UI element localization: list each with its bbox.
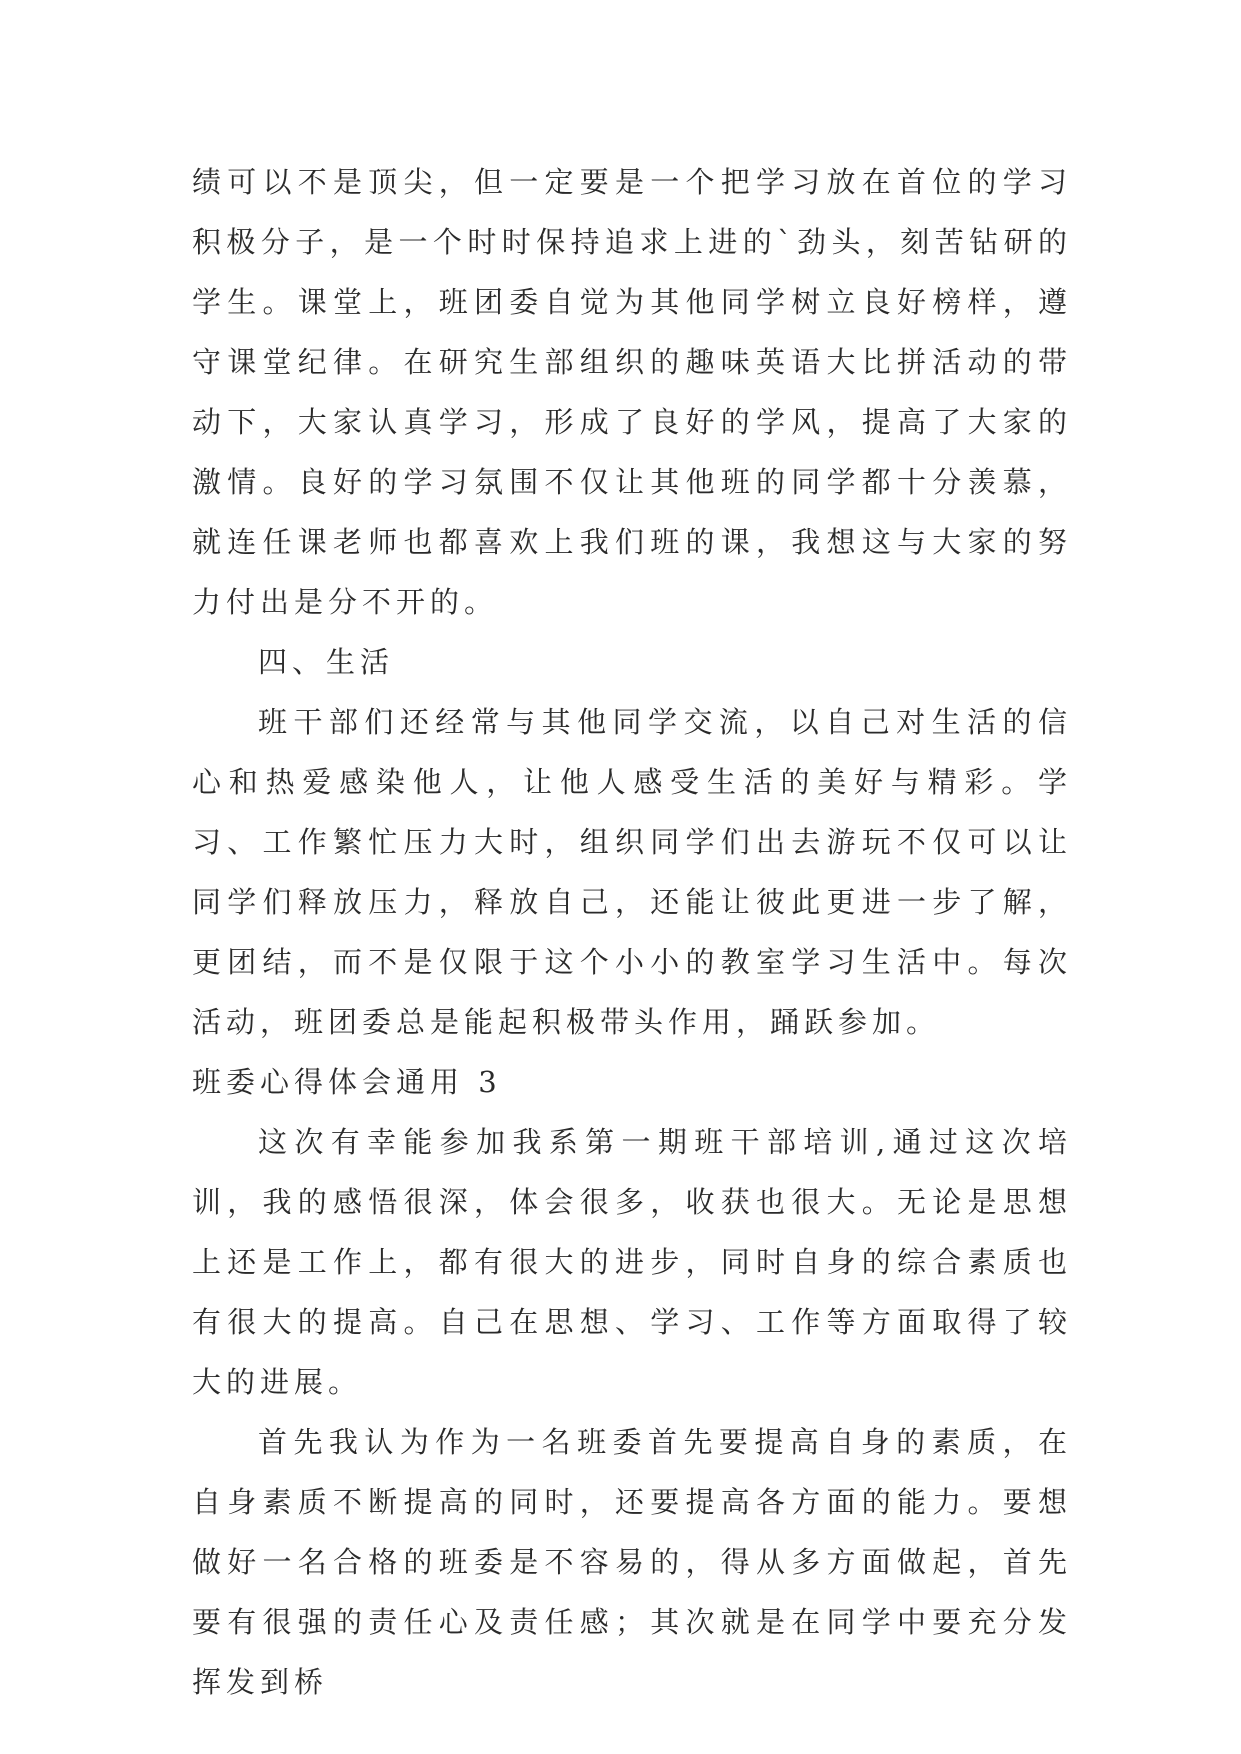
article-title-3: 班委心得体会通用 3 [192,1065,502,1099]
paragraph-study-continued: 绩可以不是顶尖，但一定要是一个把学习放在首位的学习积极分子，是一个时时保持追求上进的`劲头，刻苦钻研的学生。课堂上，班团委自觉为其他同学树立良好榜样，遵守课堂纪律。在研究生部组织的趣味英语大比拼活动的带动下，大家认真学习，形成了良好的学风，提高了大家的激情。良好的学习氛围不仅让其他班的同学都十分羡慕，就连任课老师也都喜欢上我们班的课，我想这与大家的努力付出是分不开的。 [192,165,1072,619]
paragraph-training: 这次有幸能参加我系第一期班干部培训,通过这次培训，我的感悟很深，体会很多，收获也很大。无论是思想上还是工作上，都有很大的进步，同时自身的综合素质也有很大的提高。自己在思想、学习、工作等方面取得了较大的进展。 [192,1125,1072,1399]
section-heading-life: 四、生活 [258,645,395,679]
paragraph-first: 首先我认为作为一名班委首先要提高自身的素质，在自身素质不断提高的同时，还要提高各方面的能力。要想做好一名合格的班委是不容易的，得从多方面做起，首先要有很强的责任心及责任感；其次就是在同学中要充分发挥发到桥 [192,1425,1072,1699]
document-body [192,152,1072,1712]
paragraph-life: 班干部们还经常与其他同学交流，以自己对生活的信心和热爱感染他人，让他人感受生活的美好与精彩。学习、工作繁忙压力大时，组织同学们出去游玩不仅可以让同学们释放压力，释放自己，还能让彼此更进一步了解，更团结，而不是仅限于这个小小的教室学习生活中。每次活动，班团委总是能起积极带头作用，踊跃参加。 [192,705,1072,1039]
